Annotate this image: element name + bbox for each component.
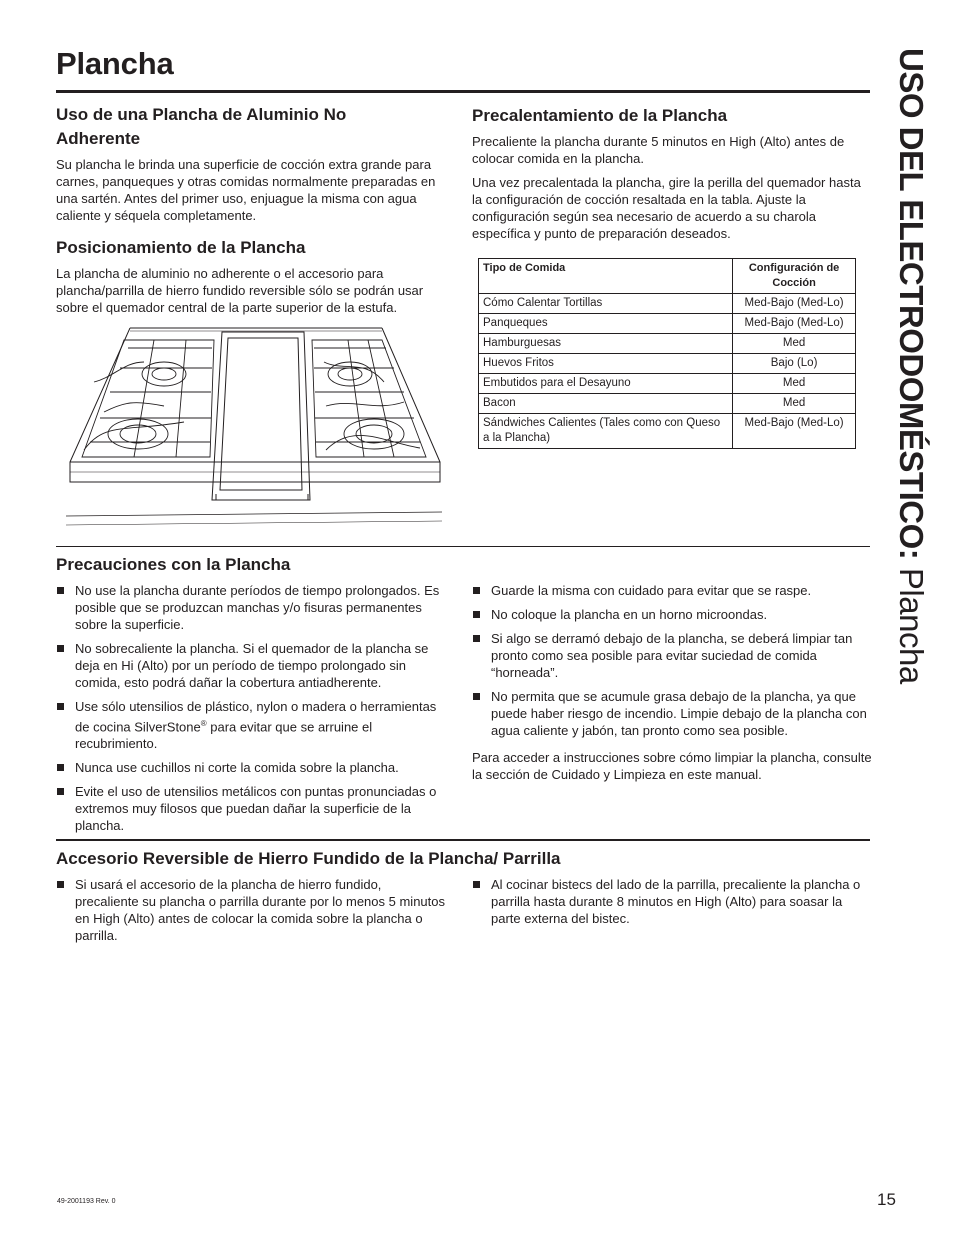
title-rule <box>56 90 870 93</box>
page-title: Plancha <box>56 46 174 81</box>
table-cell-food: Hamburguesas <box>479 334 733 354</box>
table-row <box>479 354 856 374</box>
aluminum-heading: Uso de una Plancha de Aluminio No Adherente <box>56 105 347 148</box>
table-cell-setting: Med-Bajo (Med-Lo) <box>733 414 856 449</box>
section-sidebar <box>871 48 951 688</box>
table-cell-food: Bacon <box>479 394 733 414</box>
position-body: La plancha de aluminio no adherente o el accesorio para plancha/parrilla de hierro fundido reversible sólo se podrán usar sobre el quemador central de la parte superior de la estufa. <box>56 266 424 315</box>
precautions-rule <box>56 546 870 547</box>
table-cell-food: Cómo Calentar Tortillas <box>479 294 733 314</box>
sidebar-bold: USO DEL ELECTRODOMÉSTICO: <box>893 48 930 560</box>
precautions-list-left <box>56 582 454 841</box>
document-code: 49-2001193 Rev. 0 <box>57 1198 116 1205</box>
aluminum-section <box>56 103 456 316</box>
list-item: No permita que se acumule grasa debajo de la plancha, ya que puede haber riesgo de incendio. Limpie debajo de la plancha con agua caliente y jabón, tan pronto como sea posible. <box>472 688 872 739</box>
list-item: Si usará el accesorio de la plancha de hierro fundido, precaliente su plancha o parrilla durante por lo menos 5 minutos en High (Alto) antes de colocar la comida sobre la plancha o parrilla. <box>56 876 448 944</box>
page-number: 15 <box>877 1190 896 1209</box>
list-item: Evite el uso de utensilios metálicos con puntas pronunciadas o extremos muy filosos que puedan dañar la superficie de la plancha. <box>56 783 454 834</box>
sidebar-light: Plancha <box>893 559 930 684</box>
aluminum-body: Su plancha le brinda una superficie de cocción extra grande para carnes, panqueques y otras comidas normalmente preparadas en una sartén. Antes del primer uso, enjuague la misma con agua caliente y séquela completamente. <box>56 157 436 223</box>
accessory-rule <box>56 839 870 841</box>
position-heading: Posicionamiento de la Plancha <box>56 238 306 257</box>
list-item: Si algo se derramó debajo de la plancha, se deberá limpiar tan pronto como sea posible para evitar suciedad de comida “horneada”. <box>472 630 872 681</box>
preheat-section <box>472 104 864 242</box>
table-cell-food: Panqueques <box>479 314 733 334</box>
precautions-right <box>472 582 872 783</box>
table-header-row <box>479 259 856 294</box>
list-item: Guarde la misma con cuidado para evitar que se raspe. <box>472 582 872 599</box>
table-header-food: Tipo de Comida <box>479 259 733 294</box>
table-row <box>479 294 856 314</box>
cooking-settings-table <box>478 258 856 449</box>
precautions-list-right <box>472 582 872 739</box>
table-cell-setting: Bajo (Lo) <box>733 354 856 374</box>
cleaning-note: Para acceder a instrucciones sobre cómo limpiar la plancha, consulte la sección de Cuidado y Limpieza en este manual. <box>472 750 872 782</box>
precautions-heading: Precauciones con la Plancha <box>56 555 291 574</box>
table-cell-food: Sándwiches Calientes (Tales como con Queso a la Plancha) <box>479 414 733 449</box>
table-row <box>479 374 856 394</box>
accessory-heading: Accesorio Reversible de Hierro Fundido de la Plancha/ Parrilla <box>56 849 561 868</box>
table-cell-setting: Med-Bajo (Med-Lo) <box>733 314 856 334</box>
preheat-body-1: Precaliente la plancha durante 5 minutos en High (Alto) antes de colocar comida en la plancha. <box>472 134 845 166</box>
table-header-setting: Configuración de Cocción <box>733 259 856 294</box>
accessory-list-left <box>56 876 448 951</box>
table-cell-setting: Med <box>733 394 856 414</box>
list-item: No sobrecaliente la plancha. Si el quemador de la plancha se deja en Hi (Alto) por un período de tiempo prolongado sin comida, esto podrá dañar la cobertura antiadherente. <box>56 640 454 691</box>
preheat-heading: Precalentamiento de la Plancha <box>472 106 728 125</box>
table-cell-food: Embutidos para el Desayuno <box>479 374 733 394</box>
list-item: Al cocinar bistecs del lado de la parrilla, precaliente la plancha o parrilla hasta durante 8 minutos en High (Alto) para soasar la parte externa del bistec. <box>472 876 864 927</box>
table-row <box>479 334 856 354</box>
cooktop-illustration <box>64 322 444 532</box>
table-row <box>479 394 856 414</box>
list-item <box>56 698 454 752</box>
preheat-body-2: Una vez precalentada la plancha, gire la perilla del quemador hasta la configuración de cocción resaltada en la tabla. Ajuste la configuración según sea necesario de acuerdo a su charola específica y punto de preparación deseados. <box>472 175 861 241</box>
registered-mark: ® <box>200 719 207 728</box>
list-item: No coloque la plancha en un horno microondas. <box>472 606 872 623</box>
table-cell-setting: Med <box>733 334 856 354</box>
table-cell-setting: Med-Bajo (Med-Lo) <box>733 294 856 314</box>
accessory-list-right <box>472 876 864 934</box>
table-row <box>479 414 856 449</box>
utensils-text-b: para evitar que se arruine el recubrimiento. <box>75 719 373 752</box>
table-cell-setting: Med <box>733 374 856 394</box>
utensils-text-a: Use sólo utensilios de plástico, nylon o madera o herramientas de cocina SilverStone <box>75 699 437 735</box>
table-cell-food: Huevos Fritos <box>479 354 733 374</box>
list-item: Nunca use cuchillos ni corte la comida sobre la plancha. <box>56 759 454 776</box>
list-item: No use la plancha durante períodos de tiempo prolongados. Es posible que se produzcan manchas y/o fisuras permanentes sobre la superficie. <box>56 582 454 633</box>
table-row <box>479 314 856 334</box>
